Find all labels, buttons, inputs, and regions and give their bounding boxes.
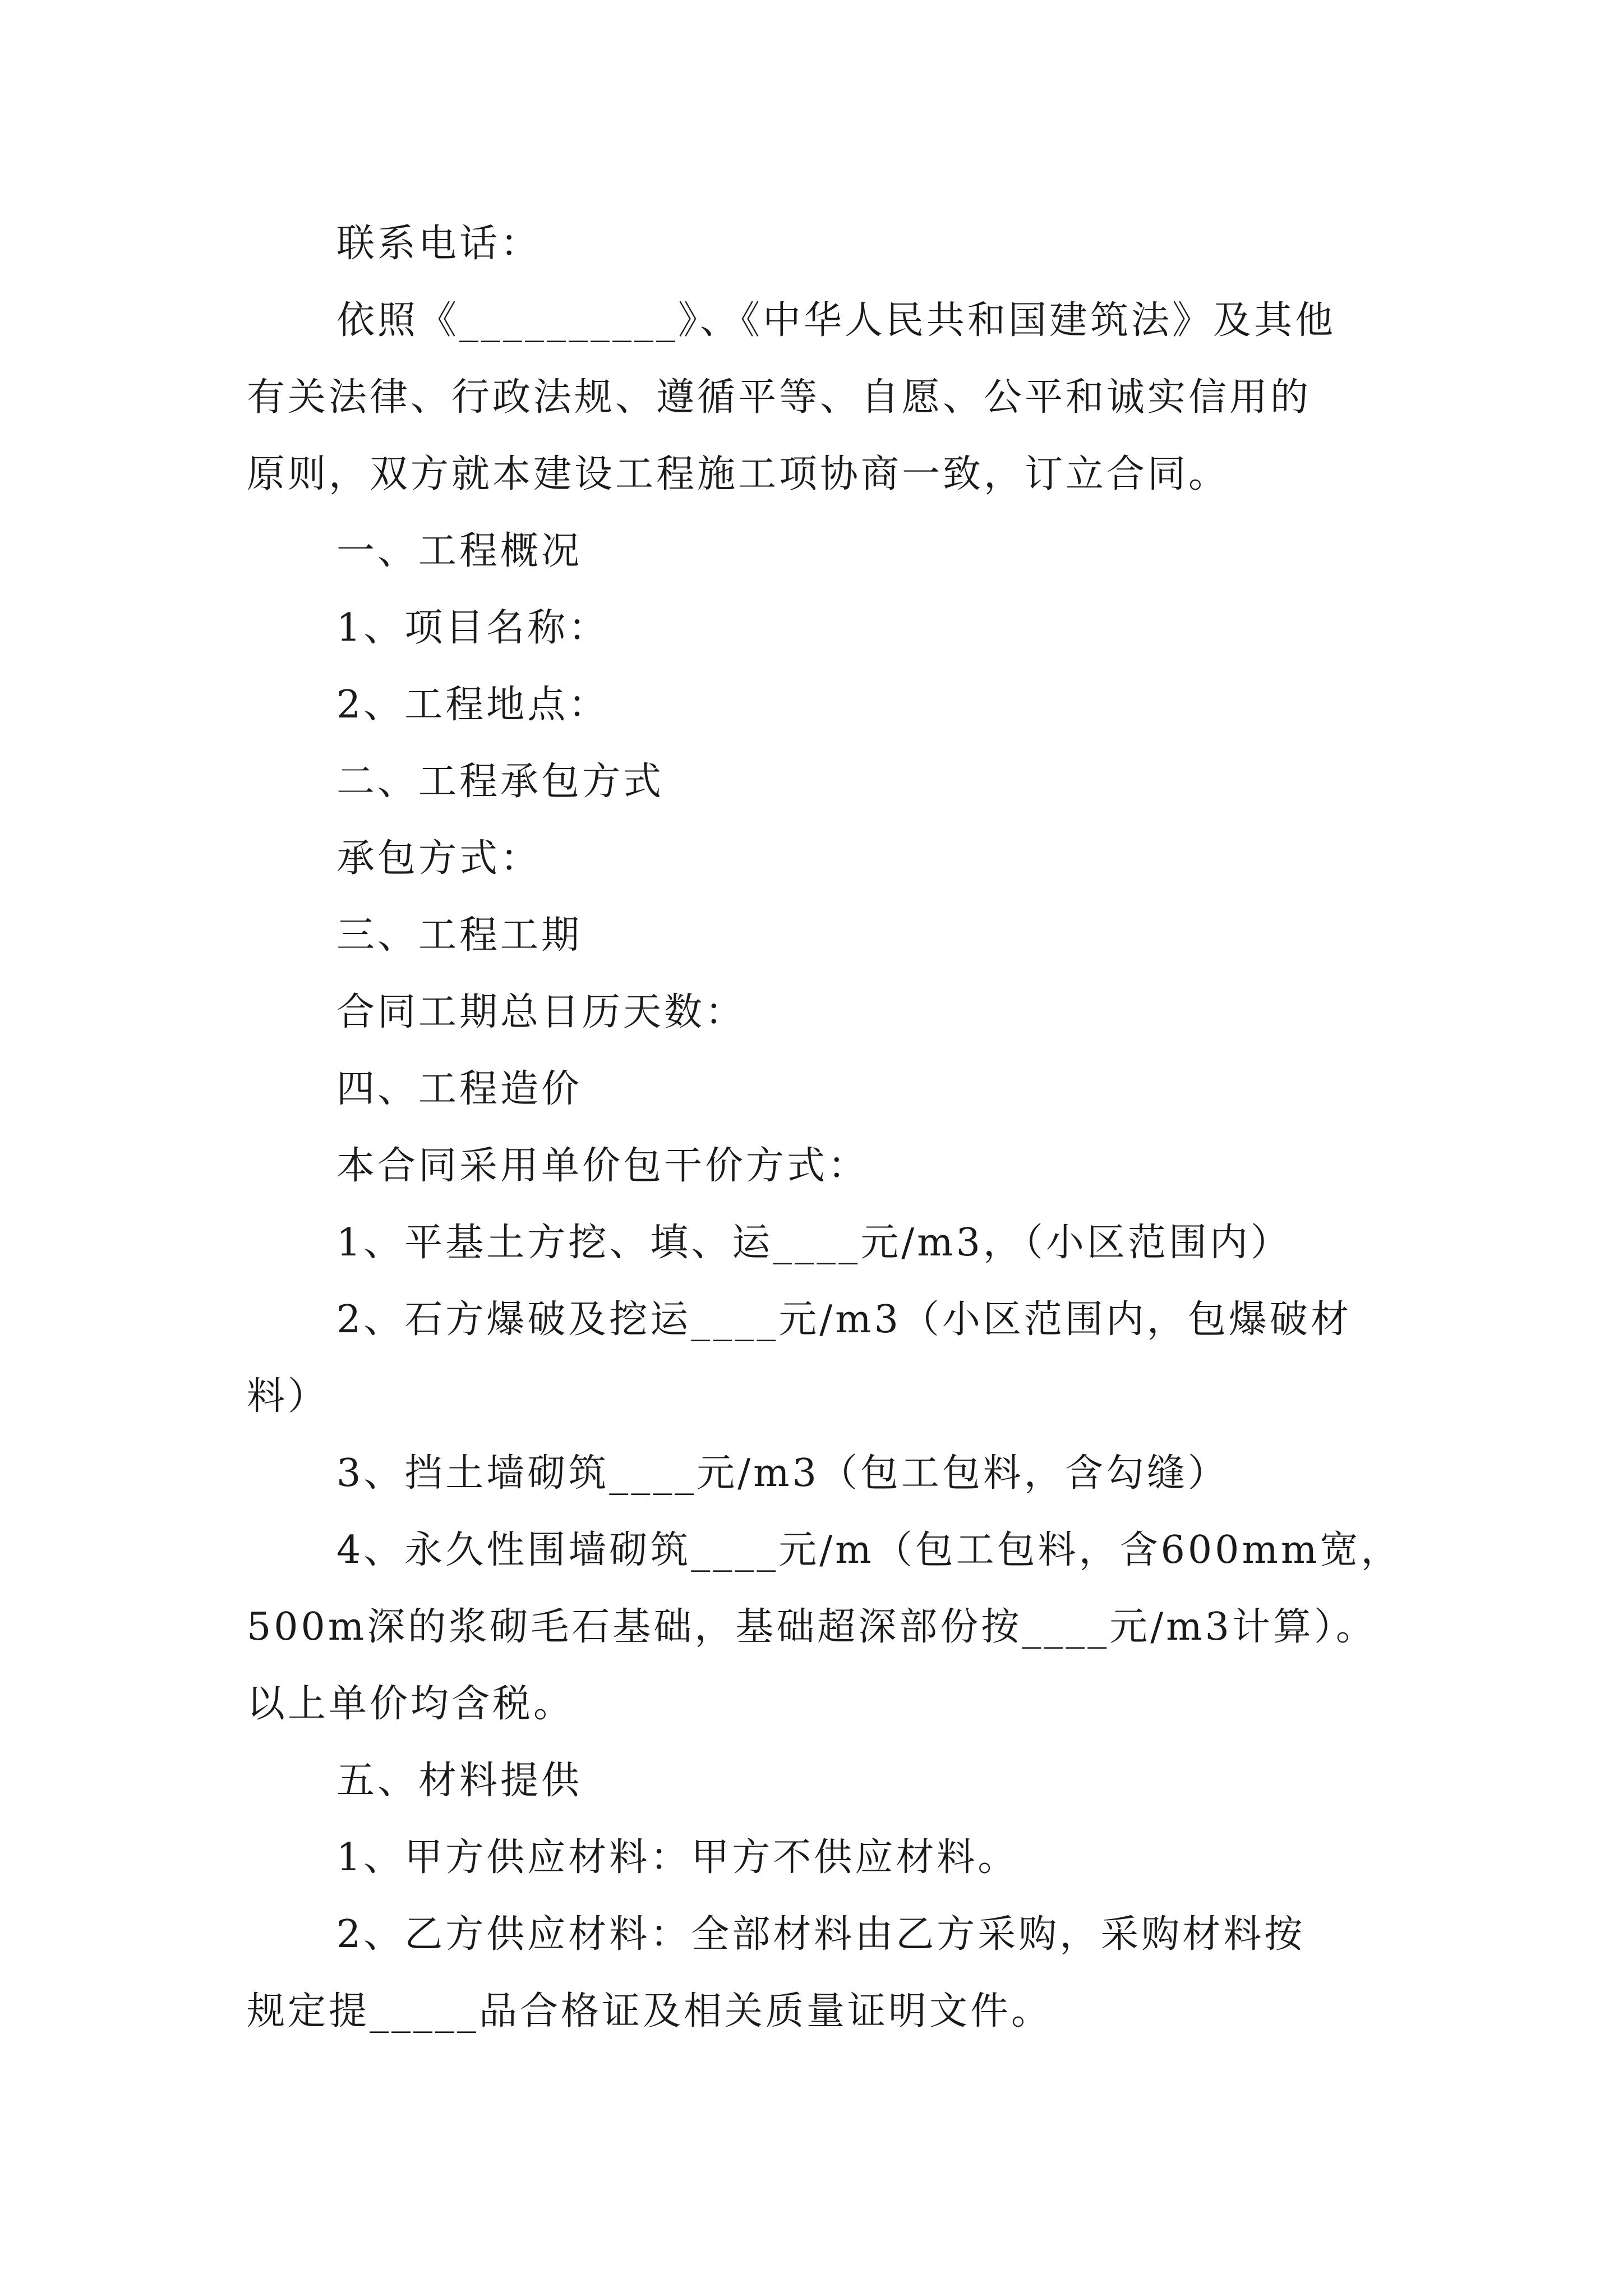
list-item: 4、永久性围墙砌筑____元/m（包工包料，含600mm宽，	[336, 1528, 1402, 1572]
paragraph-line: 以上单价均含税。	[247, 1682, 575, 1726]
list-item: 3、挡土墙砌筑____元/m3（包工包料，含勾缝）	[336, 1451, 1229, 1496]
list-item: 2、石方爆破及挖运____元/m3（小区范围内，包爆破材	[336, 1297, 1352, 1342]
list-item: 1、项目名称：	[336, 606, 610, 650]
document-page	[247, 205, 1410, 2050]
paragraph-line: 500m深的浆砌毛石基础，基础超深部份按____元/m3计算）。	[247, 1605, 1377, 1649]
section-heading: 一、工程概况	[336, 529, 583, 573]
paragraph-line: 有关法律、行政法规、遵循平等、自愿、公平和诚实信用的	[247, 375, 1312, 420]
paragraph-line: 料）	[247, 1374, 329, 1419]
paragraph-line: 依照《__________》、《中华人民共和国建筑法》及其他	[336, 298, 1336, 343]
section-heading: 四、工程造价	[336, 1067, 583, 1111]
section-heading: 二、工程承包方式	[336, 760, 665, 804]
list-item: 1、平基土方挖、填、运____元/m3，（小区范围内）	[336, 1221, 1292, 1265]
paragraph-line: 本合同采用单价包干价方式：	[336, 1144, 869, 1188]
list-item: 2、乙方供应材料：全部材料由乙方采购，采购材料按	[336, 1912, 1306, 1957]
paragraph-line: 原则，双方就本建设工程施工项协商一致，订立合同。	[247, 452, 1230, 496]
contact-phone-line: 联系电话：	[336, 222, 542, 266]
paragraph-line: 规定提_____品合格证及相关质量证明文件。	[247, 1989, 1053, 2033]
paragraph-line: 承包方式：	[336, 836, 542, 881]
section-heading: 三、工程工期	[336, 913, 583, 958]
list-item: 2、工程地点：	[336, 683, 610, 727]
paragraph-line: 合同工期总日历天数：	[336, 990, 746, 1034]
list-item: 1、甲方供应材料：甲方不供应材料。	[336, 1835, 1019, 1880]
section-heading: 五、材料提供	[336, 1759, 583, 1803]
